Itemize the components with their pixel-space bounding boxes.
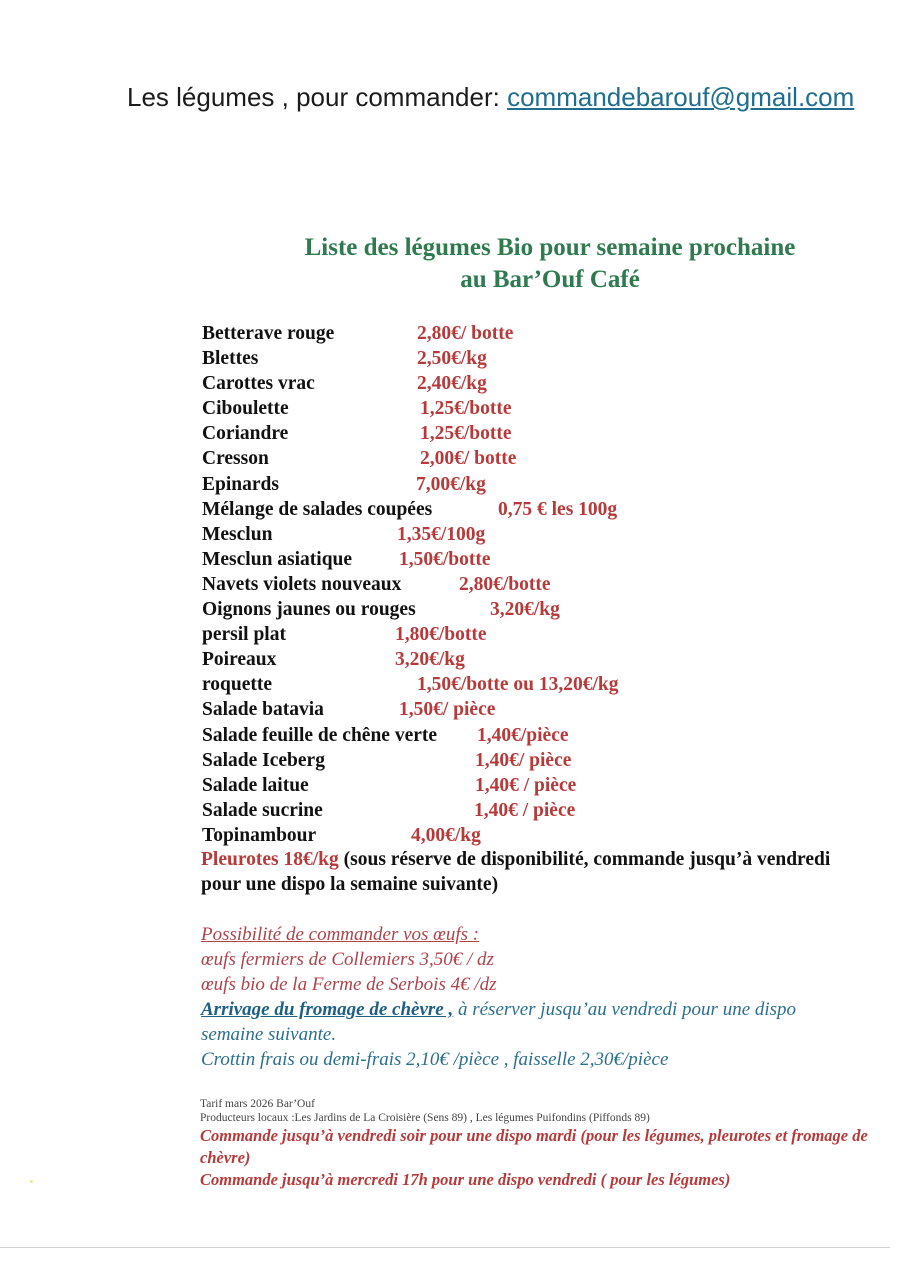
vegetable-name: Epinards [202, 473, 279, 495]
vegetable-row [202, 748, 862, 773]
vegetable-price: 1,25€/botte [420, 423, 512, 445]
vegetable-row [202, 672, 862, 697]
vegetable-price: 2,80€/botte [459, 573, 551, 595]
vegetable-name: Poireaux [202, 649, 277, 671]
vegetable-name: Oignons jaunes ou rouges [202, 599, 416, 621]
vegetable-row [202, 697, 862, 722]
vegetable-name: Topinambour [202, 824, 317, 846]
pleurotes-note: (sous réserve de disponibilité, commande jusqu’à vendredi pour une dispo la semaine suivante) [201, 849, 831, 895]
email-link[interactable]: commandebarouf@gmail.com [507, 82, 855, 112]
vegetable-row [202, 547, 862, 572]
footer [200, 1097, 880, 1191]
vegetable-row [202, 622, 862, 647]
vegetable-price: 3,20€/kg [490, 599, 560, 621]
vegetable-row [202, 346, 862, 371]
goat-cheese-announce [201, 997, 851, 1047]
vegetable-price: 1,50€/botte ou 13,20€/kg [417, 674, 619, 696]
vegetable-price: 1,50€/botte [399, 548, 491, 570]
page-title [250, 232, 850, 296]
goat-cheese-text: à réserver jusqu’au vendredi pour une dispo semaine suivante. [201, 999, 797, 1045]
vegetable-name: Salade batavia [202, 699, 324, 721]
header-text: Les légumes , pour commander: [127, 82, 508, 112]
vegetable-price: 1,40€ / pièce [474, 799, 576, 821]
vegetable-row [202, 371, 862, 396]
vegetable-price: 0,75 € les 100g [498, 498, 618, 520]
vegetable-name: Mélange de salades coupées [202, 498, 433, 520]
divider [0, 1247, 890, 1248]
pleurotes-price: Pleurotes 18€/kg [201, 849, 339, 870]
eggs-line-1: œufs fermiers de Collemiers 3,50€ / dz [201, 949, 494, 970]
vegetable-row [202, 723, 862, 748]
vegetable-price: 4,00€/kg [411, 824, 481, 846]
vegetable-name: Blettes [202, 348, 259, 370]
title-line-1: Liste des légumes Bio pour semaine prochaine [304, 234, 796, 261]
vegetable-row [202, 472, 862, 497]
vegetable-price: 1,40€/pièce [477, 724, 569, 746]
vegetable-name: roquette [202, 674, 273, 696]
vegetable-name: Betterave rouge [202, 323, 335, 344]
vegetable-row [202, 572, 862, 597]
vegetable-list [202, 321, 862, 848]
vegetable-price: 1,40€ / pièce [475, 774, 577, 796]
tarif-note: Tarif mars 2026 Bar’Ouf [200, 1098, 315, 1110]
title-line-2: au Bar’Ouf Café [460, 266, 640, 293]
vegetable-name: Ciboulette [202, 398, 289, 420]
vegetable-row [202, 497, 862, 522]
vegetable-price: 2,50€/kg [417, 348, 487, 370]
vegetable-name: Salade Iceberg [202, 749, 325, 771]
vegetable-price: 1,50€/ pièce [399, 699, 496, 721]
vegetable-row [202, 446, 862, 471]
vegetable-price: 1,25€/botte [420, 398, 512, 420]
vegetable-name: Mesclun asiatique [202, 548, 353, 570]
scan-speck [30, 1180, 33, 1183]
vegetable-price: 1,80€/botte [395, 624, 487, 646]
vegetable-name: Carottes vrac [202, 373, 315, 395]
vegetable-name: Coriandre [202, 423, 289, 445]
producers-note: Producteurs locaux :Les Jardins de La Croisière (Sens 89) , Les légumes Puifondins (Piffonds 89) [200, 1112, 650, 1124]
vegetable-price: 2,00€/ botte [420, 448, 517, 470]
vegetable-row [202, 798, 862, 823]
eggs-cheese-section [201, 922, 851, 1072]
eggs-line-2: œufs bio de la Ferme de Serbois 4€ /dz [201, 974, 497, 995]
vegetable-row [202, 647, 862, 672]
vegetable-row [202, 597, 862, 622]
vegetable-name: Salade laitue [202, 774, 309, 796]
vegetable-price: 3,20€/kg [395, 649, 465, 671]
vegetable-price: 1,35€/100g [397, 523, 486, 545]
eggs-heading: Possibilité de commander vos œufs : [201, 924, 480, 945]
order-deadline-1: Commande jusqu’à vendredi soir pour une dispo mardi (pour les légumes, pleurotes et fromage de chèvre) [200, 1126, 868, 1167]
vegetable-row [202, 396, 862, 421]
vegetable-price: 2,40€/kg [417, 373, 487, 395]
vegetable-price: 7,00€/kg [416, 473, 486, 495]
vegetable-name: Salade sucrine [202, 799, 323, 821]
vegetable-name: Mesclun [202, 523, 273, 545]
vegetable-row [202, 823, 862, 848]
vegetable-name: Cresson [202, 448, 269, 470]
vegetable-name: Navets violets nouveaux [202, 573, 402, 595]
order-deadline-2: Commande jusqu’à mercredi 17h pour une dispo vendredi ( pour les légumes) [200, 1170, 731, 1189]
vegetable-row [202, 321, 862, 346]
vegetable-row [202, 773, 862, 798]
vegetable-row [202, 522, 862, 547]
goat-cheese-prices: Crottin frais ou demi-frais 2,10€ /pièce , faisselle 2,30€/pièce [201, 1049, 669, 1070]
goat-cheese-heading: Arrivage du fromage de chèvre , [201, 999, 454, 1020]
order-header [127, 82, 890, 113]
vegetable-price: 2,80€/ botte [417, 323, 514, 344]
vegetable-price: 1,40€/ pièce [475, 749, 572, 771]
vegetable-name: persil plat [202, 624, 286, 646]
pleurotes-item [201, 847, 841, 897]
vegetable-name: Salade feuille de chêne verte [202, 724, 438, 746]
vegetable-row [202, 421, 862, 446]
